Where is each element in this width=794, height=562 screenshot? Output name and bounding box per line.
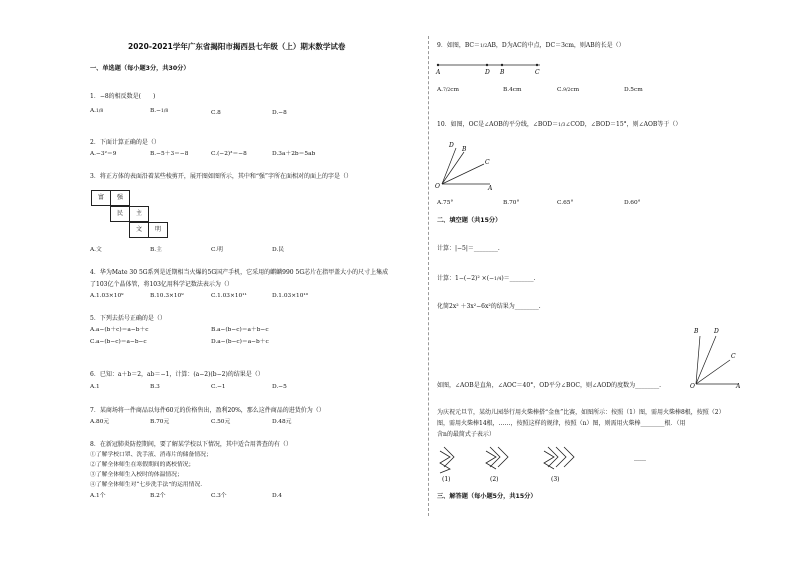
question-2-option-d: D.3a＋2b＝5ab: [272, 151, 316, 157]
question-5-option-c: C.a−(b−c)＝a−b−c: [90, 339, 147, 345]
question-6-stem: 6．已知：a＋b＝2，ab＝−1，计算：(a−2)(b−2)的结果是（）: [90, 371, 264, 378]
question-5-stem: 5．下列去括号正确的是（）: [90, 315, 166, 322]
question-8-item: ③了解全体师生入校时的体温情况；: [90, 472, 183, 478]
question-1-option-b: B.−1/8: [150, 108, 169, 114]
question-7-option-b: B.70元: [150, 419, 170, 425]
question-10-option-d: D.60°: [624, 200, 641, 206]
question-4-option-d: D.1.03×10¹⁰: [272, 293, 309, 299]
fill-question-5-line-3: 含n的最简式子表示）: [437, 431, 495, 438]
question-3-stem: 3．将正方体的表面沿着某些棱剪开，展开图如图所示，其中和“强”字所在面相对的面上的字是（）: [90, 173, 352, 180]
question-6-option-a: A.1: [90, 384, 100, 390]
point-label: O: [435, 183, 440, 190]
question-10-stem: 10．如图，OC是∠AOB的平分线，∠BOD＝1/3∠COD，∠BOD＝15°，则∠AOB等于（）: [437, 121, 682, 128]
point-label: D: [714, 328, 719, 335]
fill-question-5-line-2: 图，需用火柴棒14根，……，按照这样的规律，按照（n）图，则需用火柴棒________根．（用: [437, 420, 686, 427]
question-5-option-d: D.a−(b−c)＝a−b＋c: [211, 339, 269, 345]
question-2-option-a: A.−3²＝9: [90, 151, 117, 157]
point-label: B: [694, 328, 699, 335]
fill-question-2: 计算：1−(−2)² ×(−1/4)＝________.: [437, 275, 536, 282]
section-heading-single-choice: 一、单选题（每小题3分，共30分）: [90, 65, 190, 72]
figure-continuation: ……: [634, 456, 646, 463]
point-label: A: [488, 185, 493, 192]
point-label: D: [485, 69, 490, 76]
question-8-item: ①了解学校口罩、洗手液、消毒片的储备情况；: [90, 452, 212, 458]
question-2-option-c: C.(−2)³＝−8: [211, 151, 247, 157]
column-divider: [428, 36, 429, 516]
question-1-option-c: C.8: [211, 110, 221, 116]
right-angle-figure: [688, 322, 744, 390]
point-label: C: [731, 353, 736, 360]
question-6-option-c: C.−1: [211, 384, 226, 390]
question-7-stem: 7．某商场将一件商品以每件60元的价格售出，盈利20%，那么这件商品的进货价为（）: [90, 407, 325, 414]
question-4-stem: 4．华为Mate 30 5G系列是近期相当火爆的5G国产手机，它采用的麒麟990 5G芯片在指甲盖大小的尺寸上集成: [90, 269, 389, 276]
question-5-option-b: B.a−(b−c)＝a＋b−c: [211, 327, 269, 333]
question-8-option-b: B.2个: [150, 493, 166, 499]
question-7-option-a: A.80元: [90, 419, 110, 425]
question-1-option-d: D.−8: [272, 110, 287, 116]
figure-label: (3): [551, 476, 560, 483]
question-4-option-b: B.10.3×10⁹: [150, 293, 184, 299]
page-title: 2020-2021学年广东省揭阳市揭西县七年级（上）期末数学试卷: [128, 42, 346, 51]
cube-face: 强: [110, 190, 130, 206]
point-label: A: [736, 383, 741, 390]
question-9-option-b: B.4cm: [503, 87, 522, 93]
point-label: D: [449, 142, 454, 149]
question-6-option-b: B.3: [150, 384, 160, 390]
question-4-option-a: A.1.03×10⁹: [90, 293, 124, 299]
cube-face: 富: [91, 190, 111, 206]
question-8-option-d: D.4: [272, 493, 282, 499]
question-3-option-a: A.文: [90, 247, 102, 253]
cube-face: 文: [129, 222, 149, 238]
question-10-option-b: B.70°: [503, 200, 520, 206]
question-9-option-d: D.5cm: [624, 87, 643, 93]
question-7-option-d: D.48元: [272, 419, 292, 425]
question-7-option-c: C.50元: [211, 419, 231, 425]
segment-figure: [432, 58, 552, 78]
fill-question-1: 计算：|−5|＝________.: [437, 245, 500, 252]
point-label: O: [690, 383, 695, 390]
fill-question-5-line-1: 为庆祝元旦节，某幼儿园举行用火柴棒搭“金鱼”比赛，如图所示：按照（1）图，需用火柴棒8根，按照（2）: [437, 409, 725, 416]
question-4-stem-continued: 了103亿个晶体管，将103亿用科学记数法表示为（）: [90, 281, 233, 288]
question-3-option-b: B.主: [150, 247, 162, 253]
question-3-option-d: D.民: [272, 247, 285, 253]
question-9-option-c: C.9/2cm: [557, 87, 580, 93]
question-8-item: ②了解全体师生在寒假期间的离校情况；: [90, 462, 195, 468]
question-1-option-a: A.1/8: [90, 108, 104, 114]
question-8-option-c: C.3个: [211, 493, 227, 499]
point-label: C: [535, 69, 540, 76]
point-label: B: [500, 69, 505, 76]
point-label: A: [436, 69, 441, 76]
angle-figure: [432, 136, 502, 192]
question-8-item: ④了解全体师生对“七步洗手法”的运用情况.: [90, 482, 203, 488]
section-heading-fill-blank: 二、填空题（共15分）: [437, 217, 502, 224]
question-10-option-a: A.75°: [437, 200, 454, 206]
fill-question-4: 如图，∠AOB是直角，∠AOC＝40°，OD平分∠BOC，则∠AOD的度数为________.: [437, 382, 661, 389]
matchstick-fish-figure: [434, 443, 674, 485]
question-2-stem: 2．下面计算正确的是（）: [90, 139, 160, 146]
question-6-option-d: D.−5: [272, 384, 287, 390]
question-9-option-a: A.7/2cm: [437, 87, 460, 93]
question-1-stem: 1．−8的相反数是( ): [90, 93, 156, 100]
question-8-option-a: A.1个: [90, 493, 106, 499]
question-2-option-b: B.−5＋3＝−8: [150, 151, 189, 157]
section-heading-answer: 三、解答题（每小题5分，共15分）: [437, 493, 537, 500]
cube-face: 明: [148, 222, 168, 238]
question-3-option-c: C.明: [211, 247, 223, 253]
figure-label: (1): [442, 476, 451, 483]
question-5-option-a: A.a−(b＋c)＝a−b＋c: [90, 327, 149, 333]
cube-face: 民: [110, 206, 130, 222]
point-label: B: [462, 146, 467, 153]
figure-label: (2): [490, 476, 499, 483]
point-label: C: [485, 159, 490, 166]
question-4-option-c: C.1.03×10¹¹: [211, 293, 247, 299]
question-8-stem: 8．在新冠肺炎防控期间，要了解某学校以下情况，其中适合用普查的有（）: [90, 441, 292, 448]
question-10-option-c: C.65°: [557, 200, 574, 206]
question-9-stem: 9．如图，BC＝1/2AB，D为AC的中点，DC＝3cm，则AB的长是（）: [437, 42, 625, 49]
fill-question-3: 化简2x² ＋3x²−6x²的结果为________.: [437, 303, 541, 310]
cube-face: 主: [129, 206, 149, 222]
